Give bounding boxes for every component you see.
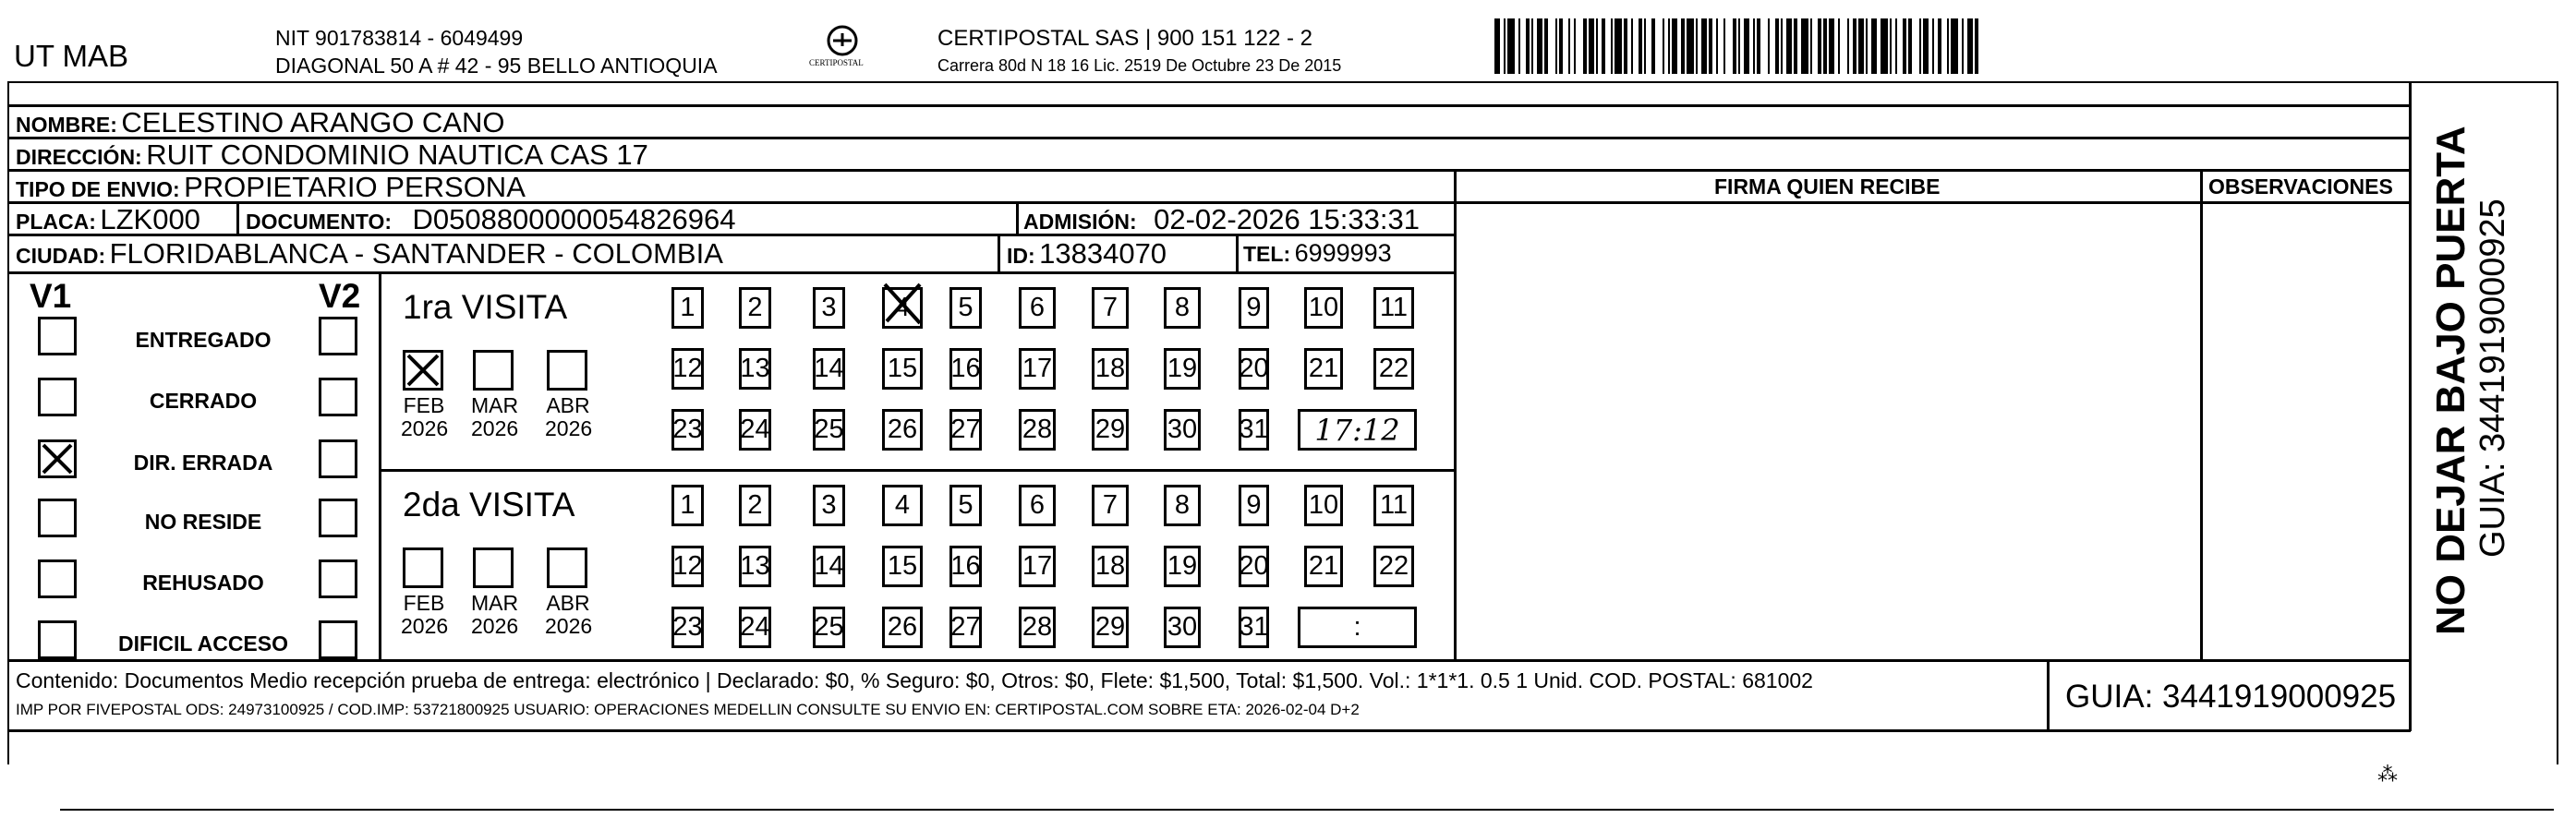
year-label: 2026 — [545, 614, 593, 638]
day-box[interactable] — [1239, 546, 1269, 587]
day-number: 13 — [740, 354, 770, 383]
x-mark-icon — [41, 442, 74, 475]
year-label: 2026 — [471, 416, 519, 440]
tipo-envio-label: TIPO DE ENVIO: — [16, 177, 180, 201]
day-box[interactable] — [739, 287, 771, 329]
placa-value: LZK000 — [100, 203, 200, 235]
year-label: 2026 — [401, 614, 449, 638]
day-box[interactable] — [882, 348, 923, 390]
barcode-bar — [1794, 18, 1797, 74]
rule — [1454, 169, 1457, 661]
barcode-bar — [1631, 18, 1633, 74]
barcode-bar — [1544, 18, 1548, 74]
day-number: 7 — [1102, 293, 1119, 322]
day-box[interactable] — [1092, 485, 1129, 526]
day-box[interactable] — [1304, 485, 1343, 526]
day-box[interactable] — [949, 546, 982, 587]
day-number: 20 — [1239, 354, 1269, 383]
visit-title: 1ra VISITA — [403, 288, 568, 326]
ciudad-label: CIUDAD: — [16, 244, 106, 268]
rule — [236, 201, 239, 234]
day-number: 13 — [740, 551, 770, 581]
day-number: 5 — [958, 293, 974, 322]
barcode-bar — [1531, 18, 1533, 74]
day-box[interactable] — [1164, 287, 1201, 329]
barcode-bar — [1947, 18, 1949, 74]
status-v1-checkbox[interactable] — [38, 499, 77, 537]
barcode-bar — [1801, 18, 1808, 74]
day-number: 25 — [814, 612, 844, 642]
day-box[interactable] — [1164, 409, 1201, 451]
month-label: FEB — [403, 591, 445, 615]
barcode-bar — [1908, 18, 1912, 74]
month-checkbox[interactable] — [403, 547, 443, 588]
day-box[interactable] — [1019, 348, 1056, 390]
day-number: 11 — [1379, 293, 1409, 322]
documento-label: DOCUMENTO: — [246, 210, 393, 234]
day-box[interactable] — [1304, 546, 1343, 587]
id-value: 13834070 — [1039, 237, 1167, 270]
day-box[interactable] — [1304, 287, 1343, 329]
day-box[interactable] — [1373, 485, 1414, 526]
day-box[interactable] — [949, 485, 982, 526]
day-number: 8 — [1174, 490, 1191, 520]
ciudad-field — [16, 239, 723, 268]
day-box[interactable] — [671, 546, 704, 587]
barcode-bar — [1919, 18, 1921, 74]
month-label: ABR — [546, 393, 590, 417]
barcode-bar — [1753, 18, 1755, 74]
day-number: 4 — [894, 293, 911, 322]
day-box[interactable] — [813, 607, 845, 648]
x-mark-icon — [883, 283, 924, 324]
day-box[interactable] — [949, 409, 982, 451]
rule — [2200, 169, 2203, 661]
day-number: 23 — [672, 612, 703, 642]
day-box[interactable] — [1164, 485, 1201, 526]
day-number: 17 — [1022, 354, 1053, 383]
barcode-bar — [1583, 18, 1587, 74]
day-box[interactable] — [949, 607, 982, 648]
day-number: 17 — [1022, 551, 1053, 581]
day-box[interactable] — [739, 348, 771, 390]
barcode-bar — [1786, 18, 1792, 74]
day-number: 26 — [887, 415, 918, 444]
month-label: FEB — [403, 393, 445, 417]
time-box[interactable] — [1298, 607, 1417, 648]
tel-label: TEL: — [1243, 242, 1291, 266]
barcode-bar — [1818, 18, 1821, 74]
barcode-bar — [1709, 18, 1712, 74]
placa-field — [16, 205, 200, 234]
barcode-bar — [1504, 18, 1506, 74]
barcode-bar — [1781, 18, 1783, 74]
barcode-bar — [1701, 18, 1707, 74]
day-number: 25 — [814, 415, 844, 444]
barcode-bar — [1858, 18, 1864, 74]
nombre-label: NOMBRE: — [16, 113, 117, 137]
logo-mark-icon — [815, 24, 870, 79]
day-box[interactable] — [882, 607, 923, 648]
day-box[interactable] — [1092, 546, 1129, 587]
day-number: 31 — [1239, 415, 1269, 444]
certipostal-logo — [809, 24, 870, 79]
day-box[interactable] — [813, 485, 845, 526]
visit-title: 2da VISITA — [403, 486, 575, 523]
status-v2-checkbox[interactable] — [319, 378, 357, 416]
tel-field — [1243, 241, 1392, 266]
day-box[interactable] — [1164, 546, 1201, 587]
day-number: 8 — [1174, 293, 1191, 322]
day-box[interactable] — [1164, 607, 1201, 648]
day-number: 30 — [1167, 612, 1198, 642]
stray-mark: ⁂ — [2377, 763, 2398, 786]
v2-label: V2 — [319, 277, 361, 315]
tipo-envio-value: PROPIETARIO PERSONA — [184, 171, 526, 203]
day-box[interactable] — [1373, 546, 1414, 587]
day-number: 11 — [1379, 490, 1409, 520]
barcode-bar — [1526, 18, 1530, 74]
day-number: 22 — [1378, 551, 1409, 581]
status-label: DIR. ERRADA — [133, 451, 273, 475]
day-box[interactable] — [813, 546, 845, 587]
status-v1-checkbox[interactable] — [38, 378, 77, 416]
day-number: 23 — [672, 415, 703, 444]
x-mark-icon — [405, 353, 441, 388]
day-box[interactable] — [1239, 485, 1269, 526]
day-box[interactable] — [949, 287, 982, 329]
month-checkbox[interactable] — [473, 547, 514, 588]
day-number: 1 — [680, 490, 695, 520]
day-number: 2 — [747, 293, 763, 322]
day-number: 10 — [1308, 490, 1339, 520]
barcode-bar — [1596, 18, 1598, 74]
admision-field — [1023, 205, 1420, 234]
rule — [379, 469, 1456, 472]
day-number: 26 — [887, 612, 918, 642]
rule — [2409, 81, 2412, 731]
day-box[interactable] — [1239, 409, 1269, 451]
barcode-bar — [1847, 18, 1849, 74]
placa-label: PLACA: — [16, 210, 96, 234]
barcode-bar — [1775, 18, 1779, 74]
day-box[interactable] — [813, 287, 845, 329]
day-box[interactable] — [1092, 607, 1129, 648]
tel-value: 6999993 — [1294, 239, 1392, 267]
rule — [7, 659, 2411, 662]
day-box[interactable] — [1239, 348, 1269, 390]
nombre-value: CELESTINO ARANGO CANO — [121, 106, 505, 138]
day-box[interactable] — [813, 348, 845, 390]
documento-value: D0508800000054826964 — [412, 203, 736, 235]
day-number: 29 — [1094, 415, 1126, 444]
barcode-bar — [1507, 18, 1515, 74]
barcode-bar — [1829, 18, 1834, 74]
day-box[interactable] — [882, 546, 923, 587]
barcode-bar — [1723, 18, 1725, 74]
month-checkbox[interactable] — [547, 547, 587, 588]
barcode-bar — [1938, 18, 1941, 74]
direccion-label: DIRECCIÓN: — [16, 145, 142, 169]
barcode-bar — [1602, 18, 1605, 74]
day-number: 24 — [740, 612, 770, 642]
nit: NIT 901783814 - 6049499 — [275, 26, 524, 50]
day-number: 14 — [814, 551, 844, 581]
barcode-bar — [1866, 18, 1868, 74]
barcode-bar — [1733, 18, 1736, 74]
barcode-bar — [1716, 18, 1718, 74]
rule — [1236, 234, 1239, 271]
barcode-bar — [1555, 18, 1557, 74]
day-box[interactable] — [1164, 348, 1201, 390]
time-box[interactable] — [1298, 409, 1417, 451]
day-box[interactable] — [739, 607, 771, 648]
rule — [379, 271, 381, 659]
day-box[interactable] — [1019, 607, 1056, 648]
day-number: 18 — [1094, 551, 1126, 581]
barcode-bar — [1838, 18, 1840, 74]
year-label: 2026 — [545, 416, 593, 440]
tipo-envio-field — [16, 173, 526, 201]
day-number: 16 — [950, 354, 981, 383]
month-checkbox[interactable] — [403, 350, 443, 391]
day-box[interactable] — [1239, 607, 1269, 648]
day-box[interactable] — [882, 287, 923, 329]
admision-value: 02-02-2026 15:33:31 — [1154, 203, 1420, 235]
day-box[interactable] — [813, 409, 845, 451]
day-number: 28 — [1022, 415, 1053, 444]
day-box[interactable] — [1304, 348, 1343, 390]
status-label: CERRADO — [149, 389, 258, 413]
direccion-field — [16, 140, 648, 169]
day-box[interactable] — [1092, 348, 1129, 390]
day-number: 7 — [1102, 490, 1119, 520]
day-box[interactable] — [739, 409, 771, 451]
barcode-bar — [1871, 18, 1877, 74]
barcode-bar — [1962, 18, 1964, 74]
day-number: 30 — [1167, 415, 1198, 444]
day-number: 10 — [1308, 293, 1339, 322]
barcode-bar — [1681, 18, 1685, 74]
day-number: 6 — [1029, 490, 1046, 520]
barcode-bar — [1537, 18, 1542, 74]
day-number: 15 — [887, 551, 918, 581]
day-number: 3 — [821, 490, 837, 520]
barcode-bar — [1639, 18, 1642, 74]
status-label: ENTREGADO — [135, 328, 272, 352]
day-number: 27 — [950, 415, 981, 444]
barcode-bar — [1967, 18, 1973, 74]
barcode-bar — [1810, 18, 1812, 74]
day-number: 5 — [958, 490, 974, 520]
day-box[interactable] — [1019, 409, 1056, 451]
barcode-bar — [1672, 18, 1677, 74]
day-box[interactable] — [671, 607, 704, 648]
barcode-bar — [1574, 18, 1576, 74]
direccion-value: RUIT CONDOMINIO NAUTICA CAS 17 — [146, 138, 648, 171]
barcode-bar — [1624, 18, 1627, 74]
day-number: 1 — [680, 293, 695, 322]
day-number: 16 — [950, 551, 981, 581]
day-box[interactable] — [1019, 546, 1056, 587]
rule — [7, 271, 1456, 274]
day-number: 2 — [747, 490, 763, 520]
barcode-bar — [1615, 18, 1622, 74]
day-box[interactable] — [1373, 287, 1414, 329]
imp-text: IMP POR FIVEPOSTAL ODS: 24973100925 / COD.IMP: 53721800925 USUARIO: OPERACIONES MEDELLIN CONSULTE SU ENVIO EN: CERTIPOSTAL.COM SOBRE ETA: 2026-02-04 D+2 — [16, 701, 1360, 718]
day-number: 6 — [1029, 293, 1046, 322]
time-value: : — [1353, 612, 1361, 642]
firma-header: FIRMA QUIEN RECIBE — [1714, 174, 1941, 198]
day-number: 3 — [821, 293, 837, 322]
barcode-bar — [1611, 18, 1613, 74]
barcode-bar — [1823, 18, 1827, 74]
barcode-bar — [1895, 18, 1897, 74]
barcode-bar — [1589, 18, 1594, 74]
rule — [7, 729, 2411, 732]
day-number: 9 — [1246, 293, 1262, 322]
day-box[interactable] — [882, 409, 923, 451]
day-number: 12 — [672, 551, 703, 581]
carrier-name: CERTIPOSTAL SAS | 900 151 122 - 2 — [937, 26, 1312, 51]
nombre-field — [16, 108, 504, 137]
day-number: 19 — [1167, 551, 1198, 581]
month-checkbox[interactable] — [547, 350, 587, 391]
rule — [2047, 659, 2050, 731]
id-label: ID: — [1007, 244, 1035, 268]
day-number: 9 — [1246, 490, 1262, 520]
month-label: ABR — [546, 591, 590, 615]
barcode-bar — [1663, 18, 1664, 74]
barcode-bar — [1644, 18, 1646, 74]
barcode-bar — [1951, 18, 1958, 74]
day-number: 14 — [814, 354, 844, 383]
status-v1-checkbox[interactable] — [38, 317, 77, 355]
month-label: MAR — [471, 393, 519, 417]
documento-field — [246, 205, 735, 234]
day-box[interactable] — [671, 348, 704, 390]
day-box[interactable] — [1092, 287, 1129, 329]
day-number: 4 — [894, 490, 911, 520]
barcode-bar — [1881, 18, 1888, 74]
day-number: 18 — [1094, 354, 1126, 383]
day-box[interactable] — [949, 348, 982, 390]
status-label: NO RESIDE — [144, 510, 262, 534]
status-v1-checkbox[interactable] — [38, 559, 77, 598]
day-number: 22 — [1378, 354, 1409, 383]
status-v2-checkbox[interactable] — [319, 559, 357, 598]
time-value: 17:12 — [1314, 412, 1400, 448]
status-v1-checkbox[interactable] — [38, 620, 77, 659]
observaciones-header: OBSERVACIONES — [2208, 174, 2393, 198]
side-guia: GUIA: 3441919000925 — [2473, 198, 2512, 558]
day-number: 12 — [672, 354, 703, 383]
barcode-bar — [1890, 18, 1892, 74]
barcode-bar — [1853, 18, 1856, 74]
day-number: 24 — [740, 415, 770, 444]
day-number: 29 — [1094, 612, 1126, 642]
day-number: 19 — [1167, 354, 1198, 383]
carrier-address: Carrera 80d N 18 16 Lic. 2519 De Octubre 23 De 2015 — [937, 56, 1342, 75]
barcode-bar — [1768, 18, 1770, 74]
company-name: UT MAB — [14, 39, 129, 73]
year-label: 2026 — [401, 416, 449, 440]
barcode-bar — [1744, 18, 1749, 74]
day-box[interactable] — [671, 287, 704, 329]
status-v2-checkbox[interactable] — [319, 439, 357, 478]
company-address: DIAGONAL 50 A # 42 - 95 BELLO ANTIOQUIA — [275, 54, 718, 78]
barcode-bar — [1494, 18, 1500, 74]
barcode-bar — [1975, 18, 1978, 74]
barcode-bar — [1696, 18, 1698, 74]
admision-label: ADMISIÓN: — [1023, 210, 1137, 234]
barcode — [1494, 18, 2224, 74]
day-number: 15 — [887, 354, 918, 383]
barcode-bar — [1668, 18, 1670, 74]
day-number: 21 — [1308, 354, 1339, 383]
month-label: MAR — [471, 591, 519, 615]
status-v1-checkbox[interactable] — [38, 439, 77, 478]
logo-text: CERTIPOSTAL — [809, 58, 864, 67]
status-v2-checkbox[interactable] — [319, 620, 357, 659]
year-label: 2026 — [471, 614, 519, 638]
barcode-bar — [1687, 18, 1694, 74]
barcode-bar — [1651, 18, 1655, 74]
day-box[interactable] — [882, 485, 923, 526]
status-label: REHUSADO — [142, 571, 264, 595]
rule — [998, 234, 1000, 271]
day-box[interactable] — [739, 546, 771, 587]
contenido-text: Contenido: Documentos Medio recepción prueba de entrega: electrónico | Declarado: $0, % Seguro: $0, Otros: $0, Flete: $1,500, Total: $1,500. Vol.: 1*1*1. 0.5 1 Unid. COD. POSTAL: 681002 — [16, 668, 1813, 692]
barcode-bar — [1903, 18, 1906, 74]
side-warning: NO DEJAR BAJO PUERTA — [2428, 126, 2473, 635]
status-v2-checkbox[interactable] — [319, 499, 357, 537]
bottom-rule — [60, 809, 2554, 811]
day-number: 31 — [1239, 612, 1269, 642]
day-box[interactable] — [1239, 287, 1269, 329]
barcode-bar — [1568, 18, 1570, 74]
day-number: 21 — [1308, 551, 1339, 581]
status-label: DIFICIL ACCESO — [117, 632, 288, 656]
day-box[interactable] — [1019, 287, 1056, 329]
day-box[interactable] — [1092, 409, 1129, 451]
day-box[interactable] — [1373, 348, 1414, 390]
barcode-bar — [1757, 18, 1760, 74]
day-number: 28 — [1022, 612, 1053, 642]
day-number: 27 — [950, 612, 981, 642]
day-box[interactable] — [1019, 485, 1056, 526]
day-box[interactable] — [739, 485, 771, 526]
barcode-bar — [1932, 18, 1934, 74]
barcode-bar — [1738, 18, 1740, 74]
id-field — [1007, 239, 1167, 268]
ciudad-value: FLORIDABLANCA - SANTANDER - COLOMBIA — [109, 237, 723, 270]
day-box[interactable] — [671, 485, 704, 526]
rule — [1016, 201, 1019, 234]
day-box[interactable] — [671, 409, 704, 451]
status-v2-checkbox[interactable] — [319, 317, 357, 355]
barcode-bar — [1923, 18, 1929, 74]
month-checkbox[interactable] — [473, 350, 514, 391]
footer-guia: GUIA: 3441919000925 — [2065, 679, 2397, 715]
day-number: 20 — [1239, 551, 1269, 581]
barcode-bar — [1518, 18, 1520, 74]
v1-label: V1 — [30, 277, 72, 315]
barcode-bar — [1559, 18, 1563, 74]
